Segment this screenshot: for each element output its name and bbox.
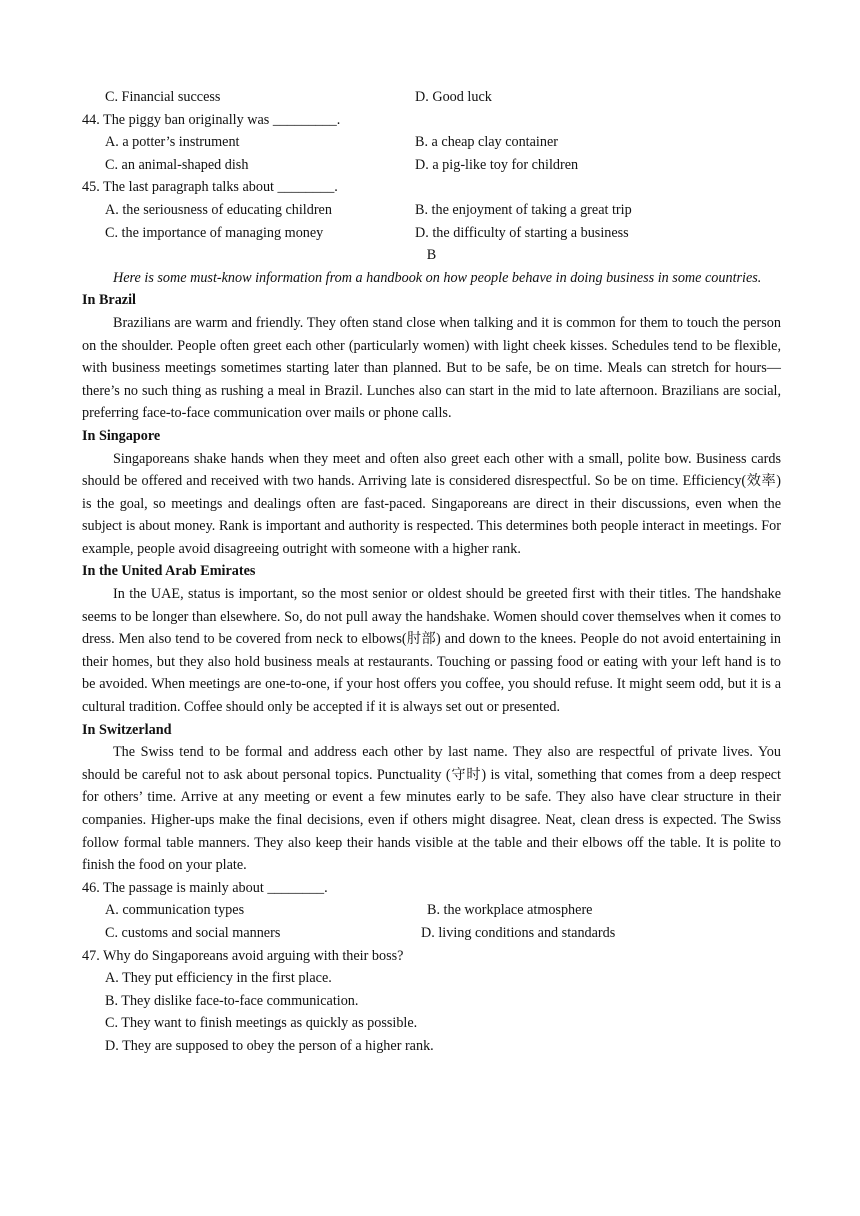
q44-option-a: A. a potter’s instrument bbox=[105, 134, 240, 151]
q43-option-d: D. Good luck bbox=[415, 89, 492, 105]
q46-option-a: A. communication types bbox=[105, 902, 245, 919]
q47-option-c: C. They want to finish meetings as quickly as possible. bbox=[105, 1015, 418, 1032]
q46-options-row-ab bbox=[82, 899, 781, 922]
q46-options-row-cd bbox=[82, 922, 781, 945]
q43-option-c: C. Financial success bbox=[105, 89, 221, 105]
brazil-paragraph: Brazilians are warm and friendly. They often stand close when talking and it is common for them to touch the person on the shoulder. People often greet each other (particularly women) with light cheek kisses. Schedules tend to be flexible, with business meetings sometimes starting later than planned. But to be safe, be on time. Meals can stretch for hours—there’s no such thing as rushing a meal in Brazil. Lunches also can start in the mid to late afternoon. Brazilians are social, preferring face-to-face communication over mails or phone calls. bbox=[82, 314, 781, 422]
q45-option-d: D. the difficulty of starting a business bbox=[415, 224, 629, 241]
uae-heading: In the United Arab Emirates bbox=[82, 563, 256, 580]
q45-option-a: A. the seriousness of educating children bbox=[105, 201, 332, 218]
q44-options-row-ab bbox=[82, 131, 781, 154]
brazil-heading: In Brazil bbox=[82, 292, 136, 309]
q46-option-c: C. customs and social manners bbox=[105, 924, 281, 941]
singapore-heading: In Singapore bbox=[82, 427, 161, 444]
uae-paragraph: In the UAE, status is important, so the most senior or oldest should be greeted first with their titles. The handshake seems to be longer than elsewhere. So, do not pull away the handshake. Women should cover themselves when it comes to dress. Men also tend to be covered from neck to elbows(肘部) and down to the knees. People do not avoid entertaining in their homes, but they also hold business meals at restaurants. Touching or passing food or eating with your left hand is to be avoided. When meetings are one-to-one, if your host offers you coffee, you should refuse. It might seem odd, but it is a cultural tradition. Coffee should only be accepted if it is always set out or presented. bbox=[82, 586, 781, 716]
q43-options-row-cd bbox=[82, 86, 781, 109]
section-b-label: B bbox=[426, 247, 437, 264]
q44-option-c: C. an animal-shaped dish bbox=[105, 156, 249, 173]
q44-option-d: D. a pig-like toy for children bbox=[415, 156, 579, 173]
section-b-intro: Here is some must-know information from a handbook on how people behave in doing business in some countries. bbox=[113, 269, 762, 286]
q45-options-row-cd bbox=[82, 222, 781, 245]
q47-option-b: B. They dislike face-to-face communication. bbox=[105, 992, 359, 1009]
switzerland-paragraph: The Swiss tend to be formal and address each other by last name. They also are respectful of private lives. You should be careful not to ask about personal topics. Punctuality (守时) is vital, something that comes from a deep respect for others’ time. Arrive at any meeting or event a few minutes early to be safe. They also have clear structure in their companies. Higher-ups make the final decisions, even if others might disagree. Neat, clean dress is expected. The Swiss follow formal table manners. They also keep their hands visible at the table and their elbows off the table. It is polite to finish the food on your plate. bbox=[82, 744, 781, 874]
q46-option-d: D. living conditions and standards bbox=[421, 924, 616, 941]
q46-stem: 46. The passage is mainly about ________. bbox=[82, 879, 328, 896]
singapore-paragraph: Singaporeans shake hands when they meet and often also greet each other with a small, polite bow. Business cards should be offered and received with two hands. Arriving late is considered disrespectful. So be on time. Efficiency(效率) is the goal, so meetings and dealings often are fast-paced. Singaporeans are direct in their discussions, even when the subject is about money. Rank is important and authority is respected. This determines both people interact in meetings. For example, people avoid disagreeing outright with someone with a higher rank. bbox=[82, 450, 781, 557]
document-page bbox=[82, 86, 781, 1058]
q45-options-row-ab bbox=[82, 199, 781, 222]
q44-options-row-cd bbox=[82, 154, 781, 177]
q47-option-d: D. They are supposed to obey the person of a higher rank. bbox=[105, 1037, 434, 1054]
q44-stem: 44. The piggy ban originally was _________. bbox=[82, 111, 341, 128]
switzerland-heading: In Switzerland bbox=[82, 721, 172, 738]
q47-stem: 47. Why do Singaporeans avoid arguing with their boss? bbox=[82, 947, 404, 964]
q47-option-a: A. They put efficiency in the first place. bbox=[105, 970, 332, 987]
q45-option-b: B. the enjoyment of taking a great trip bbox=[415, 201, 632, 218]
q44-option-b: B. a cheap clay container bbox=[415, 134, 558, 151]
q45-option-c: C. the importance of managing money bbox=[105, 224, 324, 241]
q45-stem: 45. The last paragraph talks about ________. bbox=[82, 179, 338, 196]
q46-option-b: B. the workplace atmosphere bbox=[427, 902, 593, 919]
